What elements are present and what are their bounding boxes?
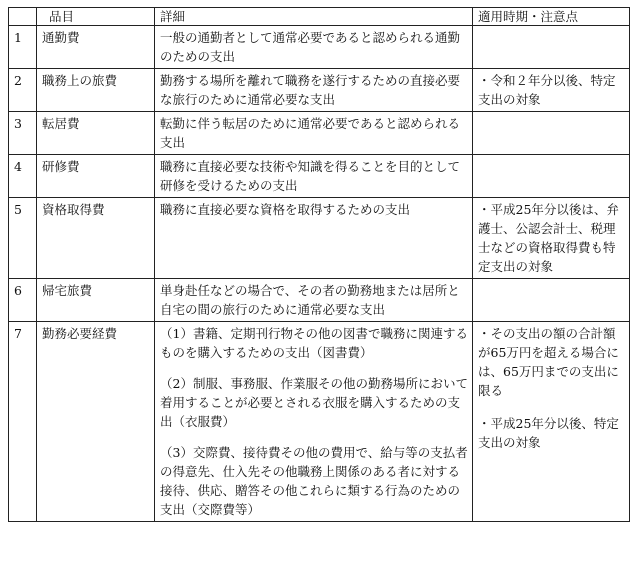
header-item: 品目 xyxy=(37,8,155,26)
row-item: 資格取得費 xyxy=(37,198,155,279)
specific-expenditure-table xyxy=(8,7,630,522)
row-note xyxy=(473,26,630,69)
table-body xyxy=(9,26,630,522)
row-detail xyxy=(155,279,473,322)
note-paragraph: ・その支出の額の合計額が65万円を超える場合には、65万円までの支出に限る xyxy=(478,326,619,398)
table-row xyxy=(9,26,630,69)
header-note: 適用時期・注意点 xyxy=(473,8,630,26)
row-number: 4 xyxy=(9,155,37,198)
row-detail xyxy=(155,112,473,155)
row-item: 勤務必要経費 xyxy=(37,322,155,522)
row-item: 職務上の旅費 xyxy=(37,69,155,112)
row-note xyxy=(473,69,630,112)
table-row xyxy=(9,112,630,155)
row-item: 通勤費 xyxy=(37,26,155,69)
table-row xyxy=(9,279,630,322)
row-number: 2 xyxy=(9,69,37,112)
detail-paragraph: 転勤に伴う転居のために通常必要であると認められる支出 xyxy=(160,116,461,150)
detail-paragraph: 職務に直接必要な資格を取得するための支出 xyxy=(160,202,411,217)
table-row xyxy=(9,155,630,198)
row-note xyxy=(473,198,630,279)
row-number: 6 xyxy=(9,279,37,322)
row-note xyxy=(473,155,630,198)
row-item: 転居費 xyxy=(37,112,155,155)
table-row xyxy=(9,198,630,279)
detail-paragraph: （1）書籍、定期刊行物その他の図書で職務に関連するものを購入するための支出（図書費） xyxy=(160,326,468,360)
detail-paragraph: 勤務する場所を離れて職務を遂行するための直接必要な旅行のために通常必要な支出 xyxy=(160,73,461,107)
row-number: 7 xyxy=(9,322,37,522)
detail-paragraph: 一般の通勤者として通常必要であると認められる通勤のための支出 xyxy=(160,30,461,64)
row-detail xyxy=(155,69,473,112)
row-detail xyxy=(155,322,473,522)
note-paragraph: ・平成25年分以後は、弁護士、公認会計士、税理士などの資格取得費も特定支出の対象 xyxy=(478,202,619,274)
detail-paragraph: 職務に直接必要な技術や知識を得ることを目的として研修を受けるための支出 xyxy=(160,159,461,193)
row-number: 1 xyxy=(9,26,37,69)
table-row xyxy=(9,69,630,112)
row-detail xyxy=(155,198,473,279)
row-detail xyxy=(155,155,473,198)
row-number: 5 xyxy=(9,198,37,279)
row-detail xyxy=(155,26,473,69)
row-item: 研修費 xyxy=(37,155,155,198)
table-header-row xyxy=(9,8,630,26)
table-row xyxy=(9,322,630,522)
row-number: 3 xyxy=(9,112,37,155)
row-item: 帰宅旅費 xyxy=(37,279,155,322)
header-detail: 詳細 xyxy=(155,8,473,26)
row-note xyxy=(473,322,630,522)
note-paragraph: ・令和２年分以後、特定支出の対象 xyxy=(478,73,616,107)
detail-paragraph: 単身赴任などの場合で、その者の勤務地または居所と自宅の間の旅行のために通常必要な支出 xyxy=(160,283,460,317)
row-note xyxy=(473,112,630,155)
header-no xyxy=(9,8,37,26)
note-paragraph: ・平成25年分以後、特定支出の対象 xyxy=(478,416,619,450)
row-note xyxy=(473,279,630,322)
detail-paragraph: （2）制服、事務服、作業服その他の勤務場所において着用することが必要とされる衣服を購入するための支出（衣服費） xyxy=(160,376,468,429)
detail-paragraph: （3）交際費、接待費その他の費用で、給与等の支払者の得意先、仕入先その他職務上関係のある者に対する接待、供応、贈答その他これらに類する行為のための支出（交際費等） xyxy=(160,445,468,517)
